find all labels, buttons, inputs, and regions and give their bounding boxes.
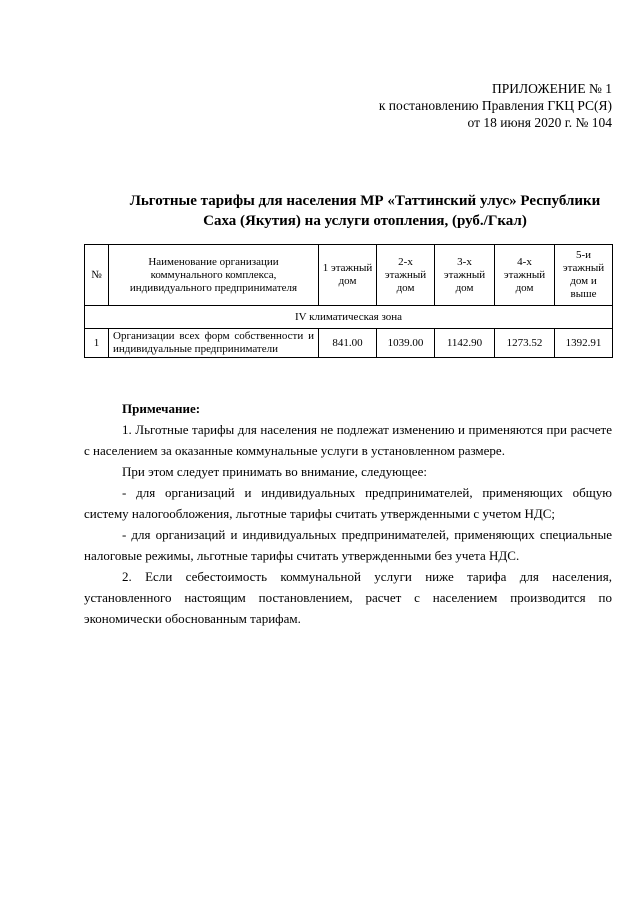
- row-organization: Организации всех форм собственности и индивидуальные предприниматели: [109, 329, 319, 358]
- climate-zone: IV климатическая зона: [85, 306, 613, 329]
- appendix-decree: к постановлению Правления ГКЦ РС(Я): [378, 98, 612, 113]
- note-paragraph-1: 1. Льготные тарифы для населения не подлежат изменению и применяются при расчете с населением за оказанные коммунальные услуги в установленном размере.: [84, 422, 612, 458]
- note-paragraph-5: 2. Если себестоимость коммунальной услуги ниже тарифа для населения, установленного настоящим постановлением, расчет с населением производится по экономически обоснованным тарифам.: [84, 569, 612, 626]
- notes-header: Примечание:: [122, 401, 201, 416]
- zone-row: [85, 306, 613, 329]
- note-paragraph-2: При этом следует принимать во внимание, следующее:: [122, 464, 427, 479]
- row-number: 1: [85, 329, 109, 358]
- header-number: №: [85, 245, 109, 306]
- table-header-row: [85, 245, 613, 306]
- tariff-5-floor: 1392.91: [555, 329, 613, 358]
- header-2-floor: 2-х этажный дом: [377, 245, 435, 306]
- header-4-floor: 4-х этажный дом: [495, 245, 555, 306]
- header-3-floor: 3-х этажный дом: [435, 245, 495, 306]
- document-title: Льготные тарифы для населения МР «Таттинский улус» Республики Саха (Якутия) на услуги отопления, (руб./Гкал): [129, 193, 601, 229]
- appendix-header: [379, 80, 612, 131]
- notes-section: [84, 398, 612, 629]
- tariff-4-floor: 1273.52: [495, 329, 555, 358]
- table-row: [85, 329, 613, 358]
- tariff-3-floor: 1142.90: [435, 329, 495, 358]
- tariff-table: [84, 244, 613, 358]
- note-paragraph-4: - для организаций и индивидуальных предпринимателей, применяющих специальные налоговые режимы, льготные тарифы считать утвержденными без учета НДС.: [84, 527, 612, 563]
- header-organization: Наименование организации коммунального комплекса, индивидуального предпринимателя: [109, 245, 319, 306]
- appendix-number: ПРИЛОЖЕНИЕ № 1: [491, 81, 612, 96]
- header-5-floor: 5-и этажный дом и выше: [555, 245, 613, 306]
- appendix-date: от 18 июня 2020 г. № 104: [467, 115, 612, 130]
- header-1-floor: 1 этажный дом: [319, 245, 377, 306]
- tariff-2-floor: 1039.00: [377, 329, 435, 358]
- tariff-1-floor: 841.00: [319, 329, 377, 358]
- note-paragraph-3: - для организаций и индивидуальных предпринимателей, применяющих общую систему налогообложения, льготные тарифы считать утвержденными с учетом НДС;: [84, 485, 612, 521]
